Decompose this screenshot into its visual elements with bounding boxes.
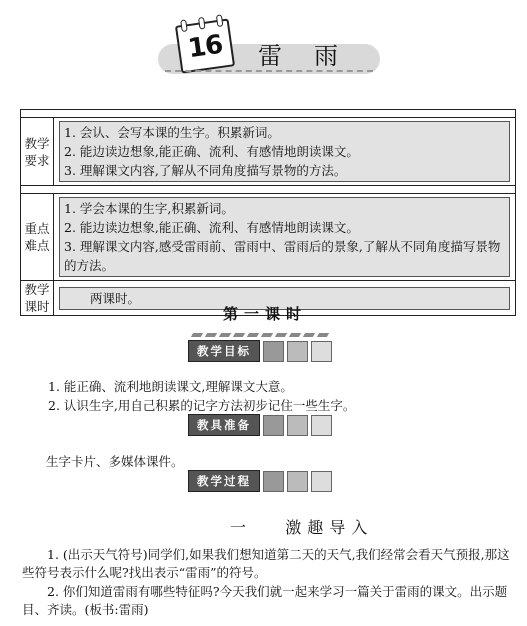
lesson-title: 雷雨 <box>258 42 370 70</box>
list-item: 1. 会认、会写本课的生字。积累新词。 <box>64 125 280 140</box>
list-item: 两课时。 <box>90 290 141 306</box>
tag-process <box>188 470 332 492</box>
tag-label: 教具准备 <box>188 414 260 436</box>
paragraph: 2. 你们知道雷雨有哪些特征吗?今天我们就一起来学习一篇关于雷雨的课文。出示题目、齐读。(板书:雷雨) <box>22 584 508 617</box>
lesson-info-table <box>20 109 516 316</box>
tag-square-icon <box>311 341 332 362</box>
list-item: 2. 能边读边想象,能正确、流利、有感情地朗读课文。 <box>64 144 359 159</box>
paragraph: 1. (出示天气符号)同学们,如果我们想知道第二天的天气,我们经常会看天气预报,那这些符号表示什么呢?找出表示“雷雨”的符号。 <box>22 547 510 580</box>
objective-item: 1. 能正确、流利地朗读课文,理解课文大意。 <box>48 379 293 394</box>
list-item: 1. 学会本课的生字,积累新词。 <box>64 201 234 216</box>
list-item: 2. 能边读边想象,能正确、流利、有感情地朗读课文。 <box>64 220 359 235</box>
header-divider <box>165 70 373 72</box>
tag-square-icon <box>311 415 332 436</box>
table-spacer <box>21 186 516 194</box>
tag-label: 教学目标 <box>188 340 260 362</box>
requirements-box <box>59 121 510 182</box>
tag-square-icon <box>263 341 284 362</box>
section-decoration <box>192 322 340 330</box>
row-head-text: 重点 难点 <box>24 221 50 253</box>
table-spacer <box>21 110 516 118</box>
lesson-header <box>148 14 380 78</box>
objective-item: 2. 认识生字,用自己积累的记字方法初步记住一些生字。 <box>48 398 356 413</box>
tag-objectives <box>188 340 332 362</box>
table-row-requirements <box>21 118 516 186</box>
row-head-requirements <box>21 118 54 186</box>
tag-square-icon <box>287 415 308 436</box>
tag-square-icon <box>287 341 308 362</box>
tag-square-icon <box>311 471 332 492</box>
row-head-text: 教学 课时 <box>24 282 50 314</box>
calendar-icon <box>175 18 235 73</box>
key-points-box <box>59 197 510 277</box>
tag-materials <box>188 414 332 436</box>
list-item: 3. 理解课文内容,感受雷雨前、雷雨中、雷雨后的景象,了解从不同角度描写景物的方法。 <box>64 239 501 273</box>
list-item: 3. 理解课文内容,了解从不同角度描写景物的方法。 <box>64 163 347 178</box>
row-head-key-points <box>21 194 54 281</box>
tag-square-icon <box>287 471 308 492</box>
tag-label: 教学过程 <box>188 470 260 492</box>
lesson-number: 16 <box>186 29 225 65</box>
tag-square-icon <box>263 415 284 436</box>
row-head-text: 教学 要求 <box>24 135 50 168</box>
part-title: 一 激趣导入 <box>230 518 374 537</box>
section-title: 第一课时 <box>223 305 308 323</box>
materials-text: 生字卡片、多媒体课件。 <box>46 454 184 469</box>
row-head-periods <box>21 281 54 316</box>
table-row-key-points <box>21 194 516 281</box>
tag-square-icon <box>263 471 284 492</box>
